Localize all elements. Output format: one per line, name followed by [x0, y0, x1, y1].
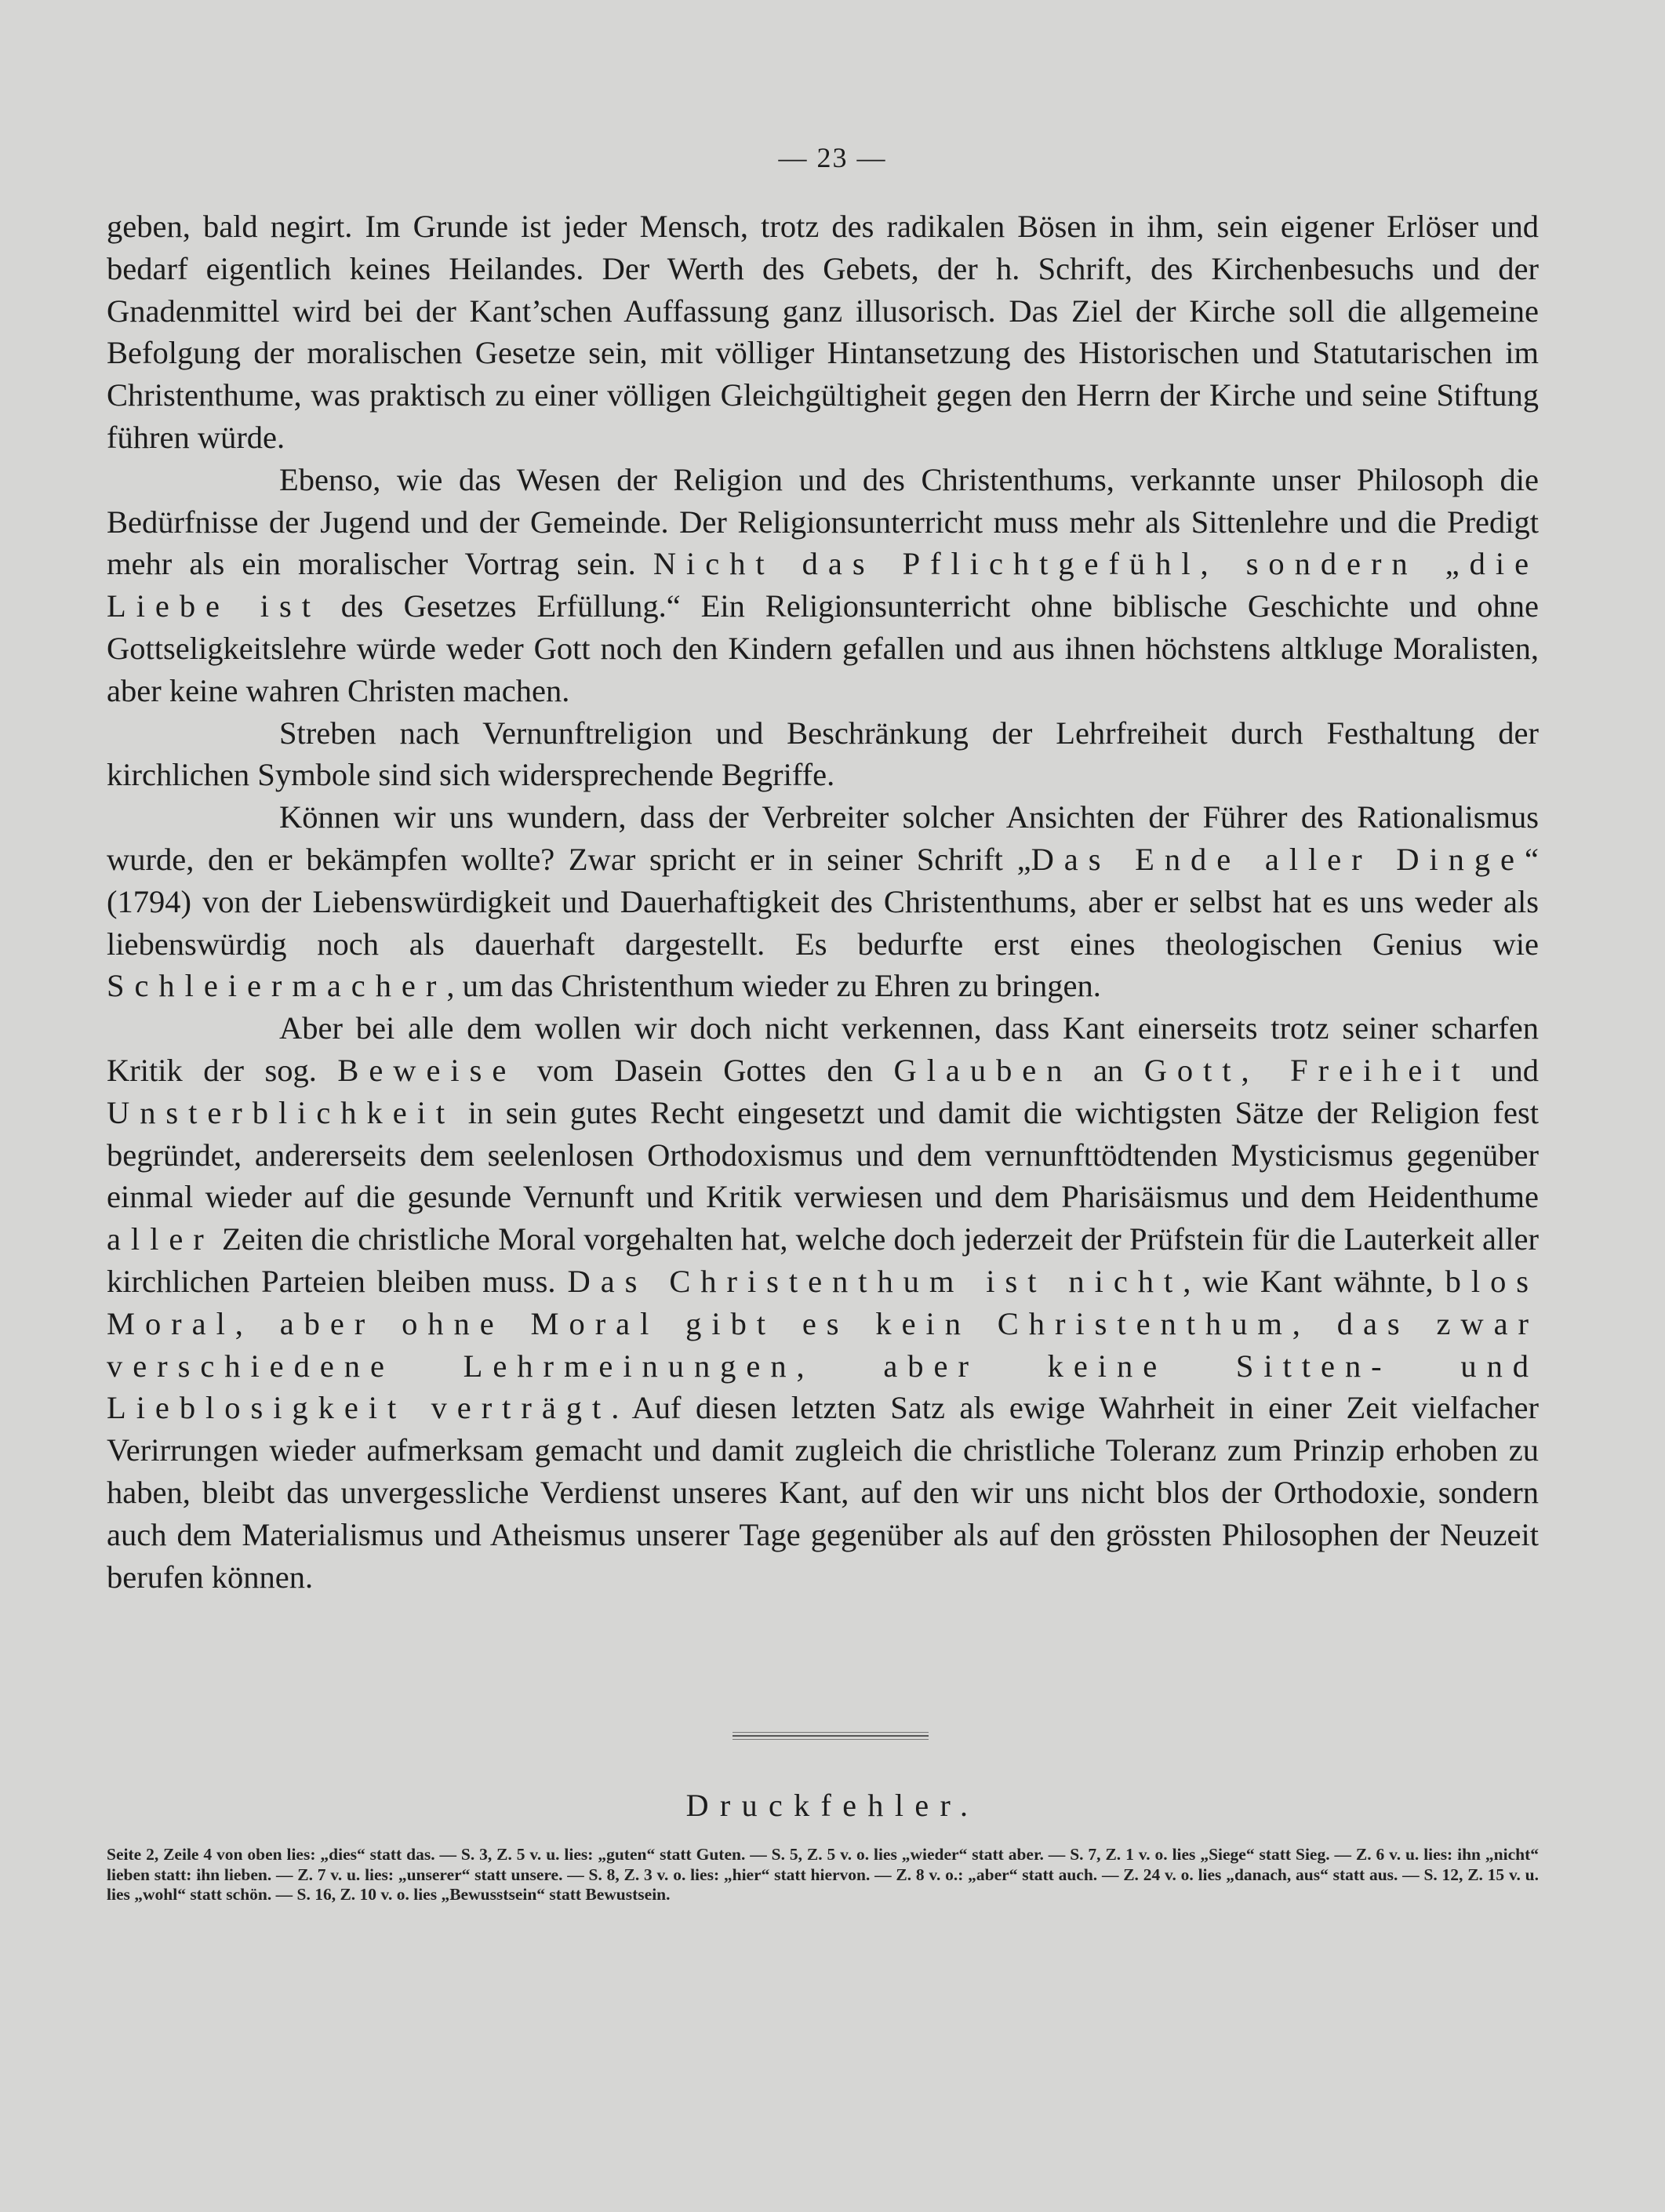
emphasized-text: aller: [107, 1221, 214, 1257]
text-run: in sein gutes Recht eingesetzt und damit die wichtigsten Sätze der Religion fest begründet, andererseits dem seelenlosen Orthodoxismus und dem vernunfttödtenden Mysticismus gegenüber einmal wieder auf die gesunde Vernunft und Kritik verwiesen und dem Pharisäismus und dem Heidenthume: [107, 1094, 1539, 1215]
text-run: und: [1470, 1052, 1539, 1088]
emphasized-text: Glauben: [893, 1052, 1073, 1088]
text-run: Ebenso, wie das Wesen der Religion und des Christenthums, verkannte unser Philosoph die Bedürfnisse der Jugend und der Gemeinde. Der Religionsunterricht muss mehr als Sittenlehre und die Predigt mehr als ein moralischer Vortrag sein.: [107, 461, 1539, 582]
text-run: vom Dasein Gottes den: [516, 1052, 894, 1088]
text-run: geben, bald negirt. Im Grunde ist jeder Mensch, trotz des radikalen Bösen in ihm, sein eigener Erlöser und bedarf eigentlich keines Heilandes. Der Werth des Gebets, der h. Schrift, des Kirchenbesuchs und der Gnadenmittel wird bei der Kant’schen Auffassung ganz illusorisch. Das Ziel der Kirche soll die allgemeine Befolgung der moralischen Gesetze sein, mit völliger Hintansetzung des Historischen und Statutarischen im Christenthume, was praktisch zu einer völligen Gleichgültigheit gegen den Herrn der Kirche und seine Stiftung führen würde.: [107, 209, 1539, 455]
body-text: [107, 206, 1539, 1598]
emphasized-text: Schleiermacher: [107, 968, 447, 1004]
text-run: “ (1794) von der Liebenswürdigkeit und Dauerhaftigkeit des Christenthums, aber er selbst hat es uns weder als liebenswürdig noch als dauerhaft dargestellt. Es bedurfte erst eines theologischen Genius wie: [107, 841, 1539, 962]
text-run: Streben nach Vernunftreligion und Beschränkung der Lehrfreiheit durch Festhaltung der kirchlichen Symbole sind sich widersprechende Begriffe.: [107, 715, 1539, 793]
text-run: des Gesetzes Erfüllung.“ Ein Religionsunterricht ohne biblische Geschichte und ohne Gottseligkeitslehre würde weder Gott noch den Kindern gefallen und aus ihnen höchstens altkluge Moralisten, aber keine wahren Christen machen.: [107, 588, 1539, 708]
paragraph: [107, 206, 1539, 459]
paragraph: [107, 796, 1539, 1007]
emphasized-text: blos Moral, aber ohne Moral gibt es kein Christenthum, das zwar verschiedene Lehrmeinungen, aber keine Sitten- und Lieblosigkeit verträgt: [107, 1263, 1539, 1426]
section-divider: [733, 1732, 929, 1741]
text-run: an: [1072, 1052, 1144, 1088]
paragraph: [107, 712, 1539, 797]
emphasized-text: Nicht das Pflichtgefühl, sondern „die Liebe ist: [107, 546, 1540, 624]
text-run: Aber bei alle dem wollen wir doch nicht verkennen, dass Kant einerseits trotz seiner scharfen Kritik der sog.: [107, 1010, 1539, 1088]
text-run: Können wir uns wundern, dass der Verbreiter solcher Ansichten der Führer des Rationalismus wurde, den er bekämpfen wollte? Zwar spricht er in seiner Schrift „: [107, 799, 1539, 877]
text-run: , um das Christenthum wieder zu Ehren zu bringen.: [446, 968, 1101, 1004]
page-number: — 23 —: [778, 142, 887, 173]
emphasized-text: Beweise: [337, 1052, 517, 1088]
text-run: Zeiten die christliche Moral vorgehalten hat, welche doch jederzeit der Prüfstein für die Lauterkeit aller kirchlichen Parteien bleiben muss.: [107, 1221, 1539, 1299]
emphasized-text: Das Christenthum ist nicht: [567, 1263, 1183, 1299]
emphasized-text: Unsterblichkeit: [107, 1094, 456, 1130]
paragraph: [107, 459, 1539, 712]
emphasized-text: Gott, Freiheit: [1143, 1052, 1471, 1088]
errata-heading: Druckfehler.: [685, 1788, 980, 1823]
errata-text: Seite 2, Zeile 4 von oben lies: „dies“ statt das. — S. 3, Z. 5 v. u. lies: „guten“ statt Guten. — S. 5, Z. 5 v. o. lies „wieder“ statt aber. — S. 7, Z. 1 v. o. lies „Siege“ statt Sieg. — Z. 6 v. u. lies: ihn „nicht“ lieben statt: ihn lieben. — Z. 7 v. u. lies: „unserer“ statt unsere. — S. 8, Z. 3 v. o. lies: „hier“ statt hiervon. — Z. 8 v. o.: „aber“ statt auch. — Z. 24 v. o. lies „danach, aus“ statt aus. — S. 12, Z. 15 v. u. lies „wohl“ statt schön. — S. 16, Z. 10 v. o. lies „Bewusstsein“ statt Bewustsein.: [107, 1845, 1539, 1904]
text-run: , wie Kant wähnte,: [1183, 1263, 1445, 1299]
text-run: . Auf diesen letzten Satz als ewige Wahrheit in einer Zeit vielfacher Verirrungen wieder aufmerksam gemacht und damit zugleich die christliche Toleranz zum Prinzip erhoben zu haben, bleibt das unvergessliche Verdienst unseres Kant, auf den wir uns nicht blos der Orthodoxie, sondern auch dem Materialismus und Atheismus unserer Tage gegenüber als auf den grössten Philosophen der Neuzeit berufen können.: [107, 1390, 1540, 1595]
emphasized-text: Das Ende aller Dinge: [1031, 841, 1525, 877]
paragraph: [107, 1007, 1539, 1598]
